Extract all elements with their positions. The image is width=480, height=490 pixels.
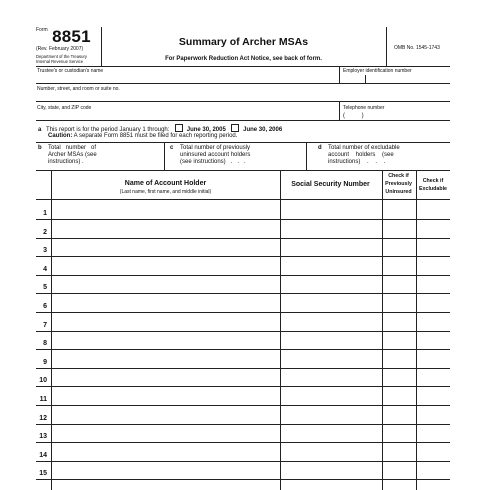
line-c-text-1: Total number of previously [180,145,251,151]
prev-uninsured-check[interactable] [383,406,416,423]
name-cell[interactable] [52,406,280,423]
prev-uninsured-check[interactable] [383,313,416,330]
ssn-cell[interactable] [281,275,382,292]
ein-separator-tick [365,75,366,83]
prev-uninsured-check[interactable] [383,443,416,460]
omb-number: OMB No. 1545-1743 [394,45,440,51]
col-prev-line-2: Previously [385,181,412,187]
period-2005-checkbox[interactable] [175,124,183,132]
ssn-cell[interactable] [281,331,382,348]
ssn-cell[interactable] [281,368,382,385]
prev-uninsured-check[interactable] [383,424,416,441]
phone-field[interactable]: ( ) [343,113,364,119]
excludable-check[interactable] [417,257,450,274]
line-d-entry-field[interactable] [422,143,450,170]
caution-label: Caution: [48,133,73,139]
excludable-check[interactable] [417,238,450,255]
trustee-name-label: Trustee's or custodian's name [37,68,104,74]
name-cell[interactable] [52,424,280,441]
paperwork-notice: For Paperwork Reduction Act Notice, see back of form. [165,56,322,62]
department-line-1: Department of the Treasury [36,54,87,59]
prev-uninsured-check[interactable] [383,257,416,274]
excludable-check[interactable] [417,294,450,311]
line-a-letter: a [38,127,42,133]
row-number: 5 [43,284,47,291]
ssn-cell[interactable] [281,350,382,367]
table-header-rule [36,199,450,200]
row-number: 10 [39,377,47,384]
row-number: 3 [43,247,47,254]
excludable-check[interactable] [417,406,450,423]
row-number: 14 [39,452,47,459]
name-cell[interactable] [52,313,280,330]
excludable-check[interactable] [417,461,450,478]
department-text [36,54,87,64]
line-a-text: This report is for the period January 1 through: [46,127,170,133]
prev-uninsured-check[interactable] [383,201,416,218]
prev-uninsured-check[interactable] [383,368,416,385]
address-field[interactable] [36,84,450,101]
bc-divider [164,142,165,170]
prev-uninsured-check[interactable] [383,387,416,404]
col-excl-line-1: Check if [422,178,444,184]
name-cell[interactable] [52,443,280,460]
row-number: 6 [43,303,47,310]
period-2005-label: June 30, 2005 [186,127,226,133]
row-rule-3 [36,120,450,121]
line-c-text-2: uninsured account holders [180,152,251,158]
row-number: 13 [39,433,47,440]
trustee-name-field[interactable] [36,66,339,83]
ssn-cell[interactable] [281,461,382,478]
excludable-check[interactable] [417,331,450,348]
excludable-check[interactable] [417,201,450,218]
col-ssn-header: Social Security Number [291,181,370,188]
form-word: Form [36,27,48,33]
caution-text: A separate Form 8851 must be filed for each reporting period. [73,133,238,139]
ein-label: Employer identification number [343,68,412,74]
col-excl-header [416,177,450,193]
caution-line [48,133,237,140]
prev-uninsured-check[interactable] [383,238,416,255]
prev-uninsured-check[interactable] [383,275,416,292]
prev-uninsured-check[interactable] [383,331,416,348]
name-cell[interactable] [52,368,280,385]
cd-divider [306,142,307,170]
line-d-text-2: account holders (see [328,152,394,158]
name-cell[interactable] [52,220,280,237]
excludable-check[interactable] [417,387,450,404]
ein-field[interactable] [340,66,450,83]
form-number-block [36,27,100,47]
ssn-cell[interactable] [281,201,382,218]
line-b-text-1: Total number of [48,145,97,151]
col-name-header [52,180,279,195]
row-number: 8 [43,340,47,347]
col-name-subtitle: (Last name, first name, and middle initial) [119,189,212,195]
ssn-cell[interactable] [281,443,382,460]
prev-uninsured-check[interactable] [383,350,416,367]
excludable-check[interactable] [417,368,450,385]
excludable-check[interactable] [417,424,450,441]
prev-uninsured-check[interactable] [383,294,416,311]
line-c-text-3: (see instructions) . . . [180,159,246,165]
excludable-check[interactable] [417,220,450,237]
phone-label: Telephone number [343,105,385,111]
line-d-letter: d [318,145,322,151]
line-c-entry-field[interactable] [282,143,306,170]
ssn-cell[interactable] [281,424,382,441]
ssn-cell[interactable] [281,257,382,274]
excludable-check[interactable] [417,443,450,460]
prev-uninsured-check[interactable] [383,220,416,237]
excludable-check[interactable] [417,313,450,330]
name-cell[interactable] [52,275,280,292]
ssn-cell[interactable] [281,387,382,404]
row-rule-4 [36,142,450,143]
row-number: 2 [43,229,47,236]
col-prev-line-1: Check if [388,173,409,179]
name-cell[interactable] [52,294,280,311]
row-number: 12 [39,415,47,422]
phone-divider [339,101,340,120]
revision-date: (Rev. February 2007) [36,46,84,52]
city-label: City, state, and ZIP code [37,105,92,111]
row-rule-5 [36,170,450,171]
name-cell[interactable] [52,257,280,274]
line-c [170,145,290,166]
form-title: Summary of Archer MSAs [178,36,309,48]
city-field[interactable] [36,102,339,120]
col-name-title: Name of Account Holder [124,180,207,187]
line-d [318,145,428,166]
line-b-text-3: instructions) . [48,159,84,165]
name-cell[interactable] [52,387,280,404]
period-2006-label: June 30, 2006 [243,127,283,133]
address-label: Number, street, and room or suite no. [37,86,120,92]
ssn-cell[interactable] [281,220,382,237]
ssn-cell[interactable] [281,294,382,311]
line-b-entry-field[interactable] [110,143,164,170]
department-line-2: Internal Revenue Service [36,59,84,64]
row-number: 7 [43,322,47,329]
prev-uninsured-check[interactable] [383,461,416,478]
row-number: 9 [43,359,47,366]
col-prev-line-3: Uninsured [385,189,412,195]
ssn-cell[interactable] [281,313,382,330]
line-b-letter: b [38,145,42,151]
name-cell[interactable] [52,331,280,348]
line-b-text-2: Archer MSAs (see [48,152,97,158]
ssn-cell[interactable] [281,406,382,423]
name-cell[interactable] [52,201,280,218]
row-number: 11 [39,396,47,403]
name-cell[interactable] [52,238,280,255]
name-cell[interactable] [52,461,280,478]
row-number: 1 [43,210,47,217]
excludable-check[interactable] [417,350,450,367]
line-c-letter: c [170,145,174,151]
row-number: 4 [43,266,47,273]
col-prev-header [382,172,415,196]
line-d-text-3: instructions) . . . [328,159,386,165]
form-number: 8851 [52,27,91,46]
line-b [38,145,108,166]
ssn-cell[interactable] [281,238,382,255]
name-cell[interactable] [52,350,280,367]
excludable-check[interactable] [417,275,450,292]
col-excl-line-2: Excludable [419,186,447,192]
period-2006-checkbox[interactable] [231,124,239,132]
row-number: 15 [39,470,47,477]
header-divider-right [386,27,387,66]
line-d-text-1: Total number of excludable [328,145,400,151]
